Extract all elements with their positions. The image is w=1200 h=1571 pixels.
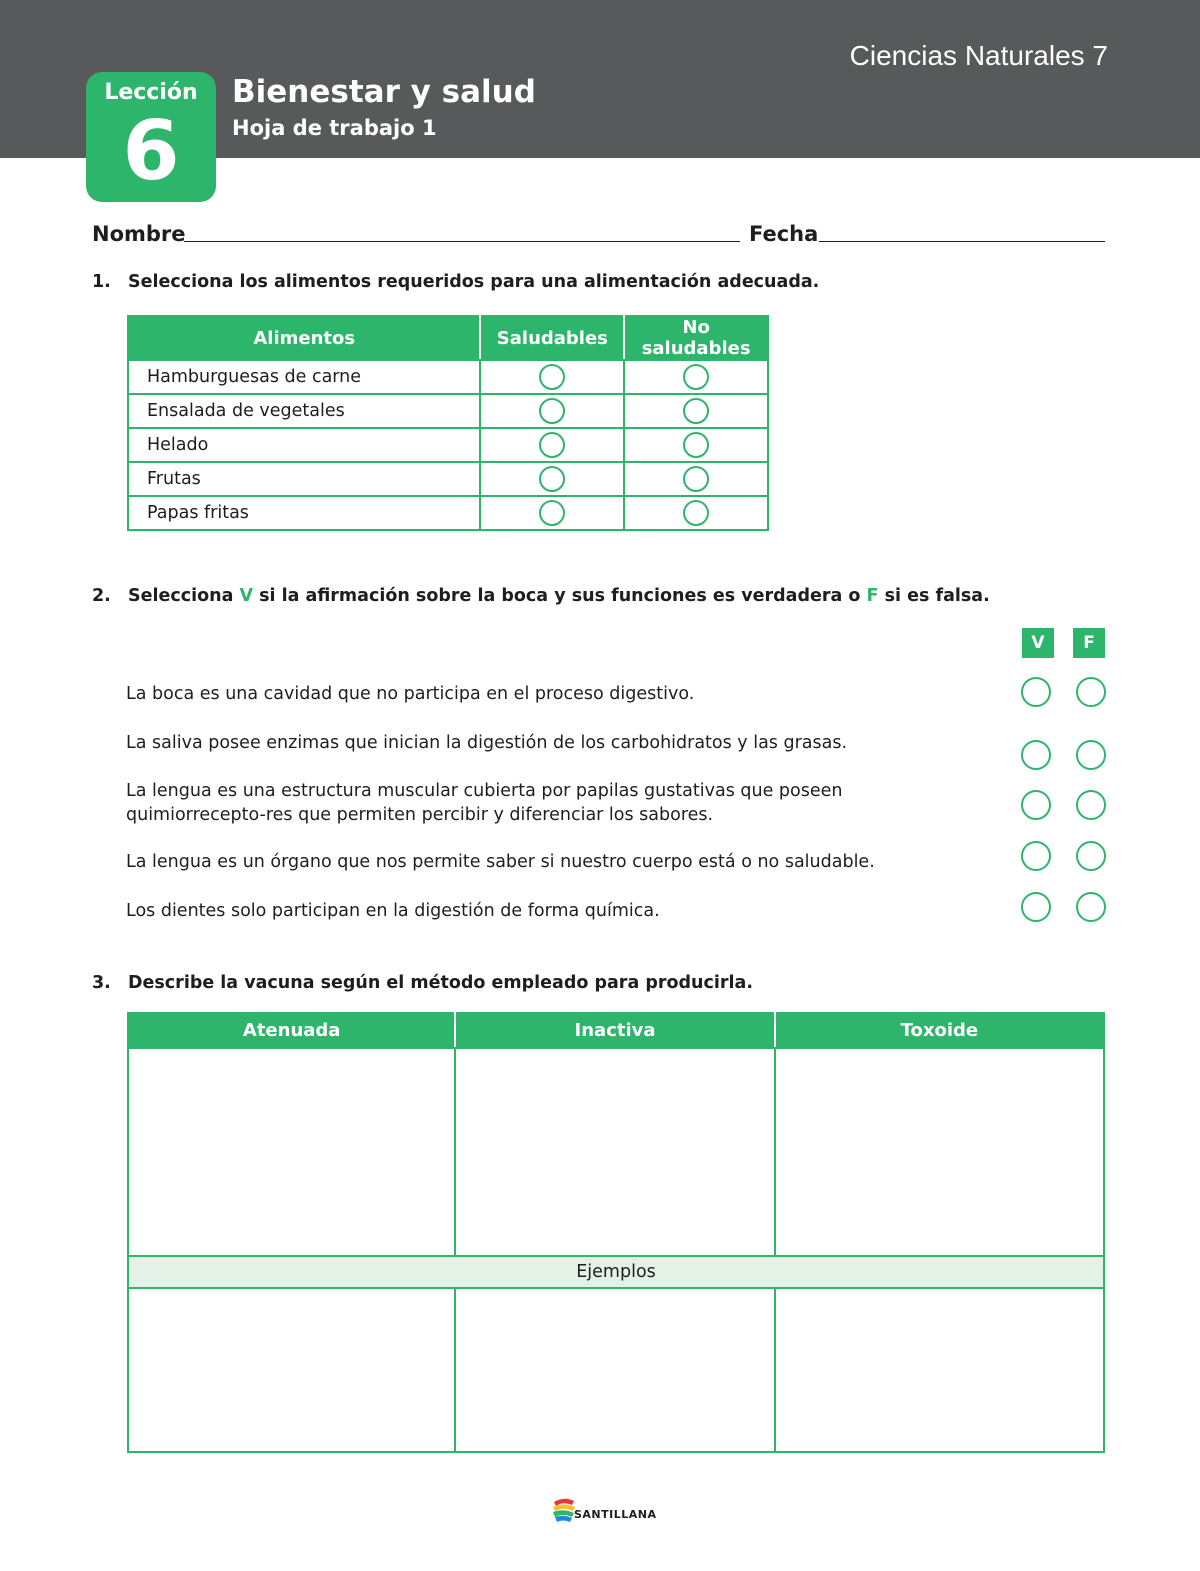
question-text-part: si es falsa. bbox=[878, 586, 990, 606]
unhealthy-radio[interactable] bbox=[683, 432, 709, 458]
false-radio[interactable] bbox=[1076, 892, 1106, 922]
table-row bbox=[128, 1288, 1104, 1452]
name-field[interactable] bbox=[184, 241, 740, 242]
table-row bbox=[128, 360, 768, 394]
statement: La saliva posee enzimas que inician la digestión de los carbohidratos y las grasas. bbox=[126, 733, 848, 753]
examples-label: Ejemplos bbox=[128, 1256, 1104, 1288]
true-header: V bbox=[1022, 628, 1054, 658]
true-radio[interactable] bbox=[1021, 677, 1051, 707]
true-radio[interactable] bbox=[1021, 790, 1051, 820]
lesson-number: 6 bbox=[122, 104, 180, 199]
question-text-part: Selecciona bbox=[128, 586, 240, 606]
question-number: 1. bbox=[92, 272, 111, 292]
example-cell[interactable] bbox=[455, 1288, 774, 1452]
date-field[interactable] bbox=[819, 241, 1105, 242]
false-radio[interactable] bbox=[1076, 841, 1106, 871]
description-cell[interactable] bbox=[128, 1048, 455, 1256]
food-name: Papas fritas bbox=[128, 496, 480, 530]
lesson-badge bbox=[86, 72, 216, 202]
column-header: Saludables bbox=[480, 316, 624, 360]
true-radio[interactable] bbox=[1021, 892, 1051, 922]
description-cell[interactable] bbox=[775, 1048, 1104, 1256]
table-row bbox=[128, 1048, 1104, 1256]
true-radio[interactable] bbox=[1021, 740, 1051, 770]
f-letter: F bbox=[866, 586, 879, 606]
question-2 bbox=[92, 586, 990, 606]
example-cell[interactable] bbox=[128, 1288, 455, 1452]
food-name: Frutas bbox=[128, 462, 480, 496]
false-radio[interactable] bbox=[1076, 677, 1106, 707]
column-header: Alimentos bbox=[128, 316, 480, 360]
false-radio[interactable] bbox=[1076, 790, 1106, 820]
food-name: Hamburguesas de carne bbox=[128, 360, 480, 394]
healthy-radio[interactable] bbox=[539, 432, 565, 458]
date-label: Fecha bbox=[749, 222, 819, 246]
table-row bbox=[128, 462, 768, 496]
unhealthy-radio[interactable] bbox=[683, 364, 709, 390]
healthy-radio[interactable] bbox=[539, 466, 565, 492]
example-cell[interactable] bbox=[775, 1288, 1104, 1452]
unhealthy-radio[interactable] bbox=[683, 398, 709, 424]
column-header: Toxoide bbox=[775, 1013, 1104, 1048]
statement: La lengua es un órgano que nos permite saber si nuestro cuerpo está o no saludable. bbox=[126, 852, 875, 872]
food-name: Helado bbox=[128, 428, 480, 462]
subject-label: Ciencias Naturales 7 bbox=[849, 40, 1108, 71]
unhealthy-radio[interactable] bbox=[683, 500, 709, 526]
name-label: Nombre bbox=[92, 222, 186, 246]
column-header: No saludables bbox=[624, 316, 768, 360]
logo-text: SANTILLANA bbox=[574, 1508, 657, 1521]
lesson-word: Lección bbox=[104, 80, 198, 105]
statement: Los dientes solo participan en la digestión de forma química. bbox=[126, 901, 660, 921]
true-radio[interactable] bbox=[1021, 841, 1051, 871]
page-subtitle: Hoja de trabajo 1 bbox=[232, 116, 437, 140]
statement: La lengua es una estructura muscular cubierta por papilas gustativas que poseen quimiorrecepto-res que permiten percibir y diferenciar los sabores. bbox=[126, 781, 843, 825]
v-letter: V bbox=[239, 586, 254, 606]
page-title: Bienestar y salud bbox=[232, 74, 536, 110]
question-text: Selecciona los alimentos requeridos para una alimentación adecuada. bbox=[128, 272, 820, 292]
question-1 bbox=[92, 272, 819, 292]
false-radio[interactable] bbox=[1076, 740, 1106, 770]
question-number: 3. bbox=[92, 973, 111, 993]
column-header: Inactiva bbox=[455, 1013, 774, 1048]
statement: La boca es una cavidad que no participa en el proceso digestivo. bbox=[126, 684, 695, 704]
question-number: 2. bbox=[92, 586, 111, 606]
vaccine-table bbox=[127, 1012, 1105, 1453]
table-row bbox=[128, 1256, 1104, 1288]
table-row bbox=[128, 428, 768, 462]
table-row bbox=[128, 394, 768, 428]
question-3 bbox=[92, 973, 753, 993]
healthy-radio[interactable] bbox=[539, 364, 565, 390]
false-header: F bbox=[1073, 628, 1105, 658]
column-header: Atenuada bbox=[128, 1013, 455, 1048]
healthy-radio[interactable] bbox=[539, 500, 565, 526]
question-text-part: si la afirmación sobre la boca y sus funciones es verdadera o bbox=[253, 586, 867, 606]
healthy-radio[interactable] bbox=[539, 398, 565, 424]
food-name: Ensalada de vegetales bbox=[128, 394, 480, 428]
unhealthy-radio[interactable] bbox=[683, 466, 709, 492]
table-row bbox=[128, 496, 768, 530]
food-table bbox=[127, 315, 769, 531]
question-text: Describe la vacuna según el método empleado para producirla. bbox=[128, 973, 753, 993]
description-cell[interactable] bbox=[455, 1048, 774, 1256]
